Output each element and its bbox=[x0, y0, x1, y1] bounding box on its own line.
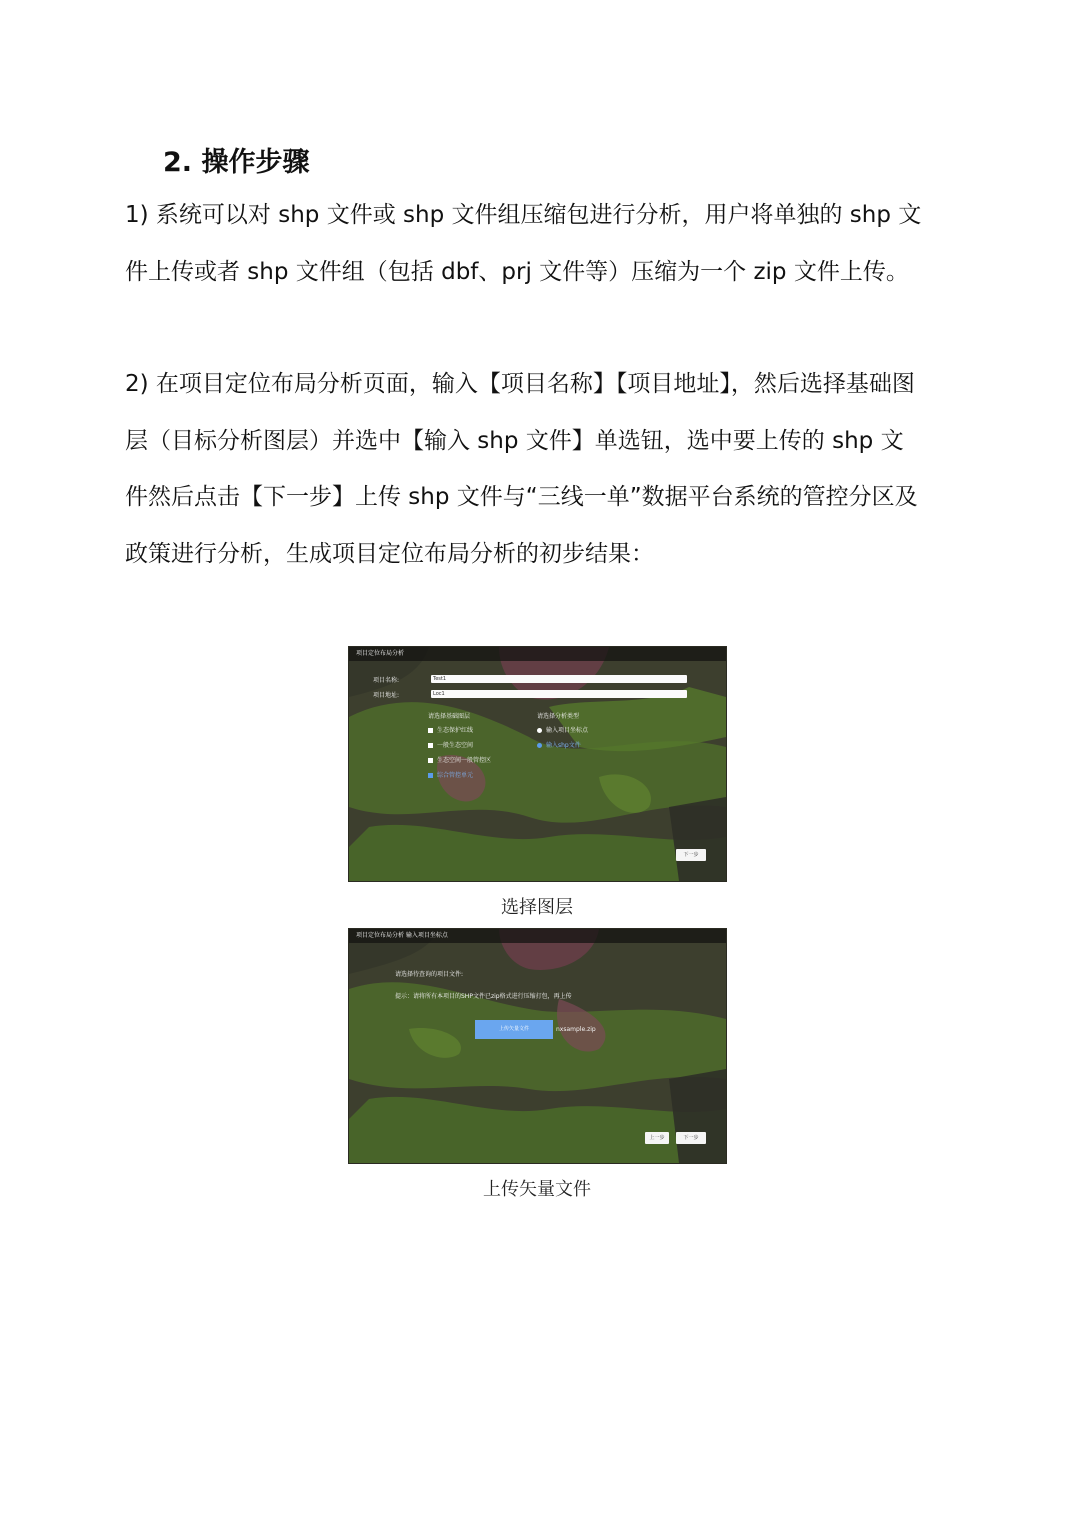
map-background bbox=[349, 929, 726, 1163]
layer-option-3[interactable]: 生态空间一般管控区 bbox=[428, 755, 491, 764]
upload-prompt: 请选择待查询的项目文件: bbox=[395, 971, 464, 978]
layer-option-1[interactable]: 生态保护红线 bbox=[428, 725, 473, 734]
type-option-2[interactable]: 输入shp文件 bbox=[537, 740, 581, 749]
project-address-label: 项目地址: bbox=[373, 692, 400, 699]
checkbox-checked-icon[interactable] bbox=[428, 773, 433, 778]
figure-2-caption: 上传矢量文件 bbox=[483, 1179, 591, 1200]
checkbox-icon[interactable] bbox=[428, 728, 433, 733]
checkbox-icon[interactable] bbox=[428, 743, 433, 748]
layer-heading: 请选择基础图层 bbox=[428, 713, 471, 720]
type-heading: 请选择分析类型 bbox=[537, 713, 580, 720]
window-title: 项目定位布局分析 输入项目坐标点 bbox=[349, 929, 726, 943]
upload-vector-file-button[interactable]: 上传矢量文件 bbox=[475, 1020, 553, 1039]
next-button[interactable]: 下一步 bbox=[676, 849, 706, 861]
section-heading: 2. 操作步骤 bbox=[163, 147, 310, 178]
figure-upload-file bbox=[348, 928, 727, 1164]
project-name-input[interactable]: Test1 bbox=[431, 675, 687, 683]
paragraph-1: 1) 系统可以对 shp 文件或 shp 文件组压缩包进行分析，用户将单独的 shp 文件上传或者 shp 文件组（包括 dbf、prj 文件等）压缩为一个 zip 文件上传。 bbox=[125, 202, 922, 285]
layer-option-2[interactable]: 一般生态空间 bbox=[428, 740, 473, 749]
selected-file-name: nxsample.zip bbox=[556, 1026, 596, 1033]
layer-option-4[interactable]: 综合管控单元 bbox=[428, 770, 473, 779]
figure-select-layer bbox=[348, 646, 727, 882]
prev-button[interactable]: 上一步 bbox=[645, 1132, 669, 1144]
window-title: 项目定位布局分析 bbox=[349, 647, 726, 661]
next-button[interactable]: 下一步 bbox=[676, 1132, 706, 1144]
figure-1-caption: 选择图层 bbox=[501, 897, 573, 918]
upload-tip: 提示：请将所有本项目的SHP文件已zip格式进行压缩打包，再上传 bbox=[395, 993, 572, 1000]
radio-selected-icon[interactable] bbox=[537, 743, 542, 748]
checkbox-icon[interactable] bbox=[428, 758, 433, 763]
type-option-1[interactable]: 输入项目坐标点 bbox=[537, 725, 588, 734]
paragraph-2: 2) 在项目定位布局分析页面，输入【项目名称】【项目地址】，然后选择基础图层（目标分析图层）并选中【输入 shp 文件】单选钮，选中要上传的 shp 文件然后点击【下一步】上传 shp 文件与“三线一单”数据平台系统的管控分区及政策进行分析，生成项目定位布局分析的初步结果： bbox=[125, 371, 918, 567]
project-name-label: 项目名称: bbox=[373, 677, 400, 684]
radio-icon[interactable] bbox=[537, 728, 542, 733]
project-address-input[interactable]: Loc1 bbox=[431, 690, 687, 698]
